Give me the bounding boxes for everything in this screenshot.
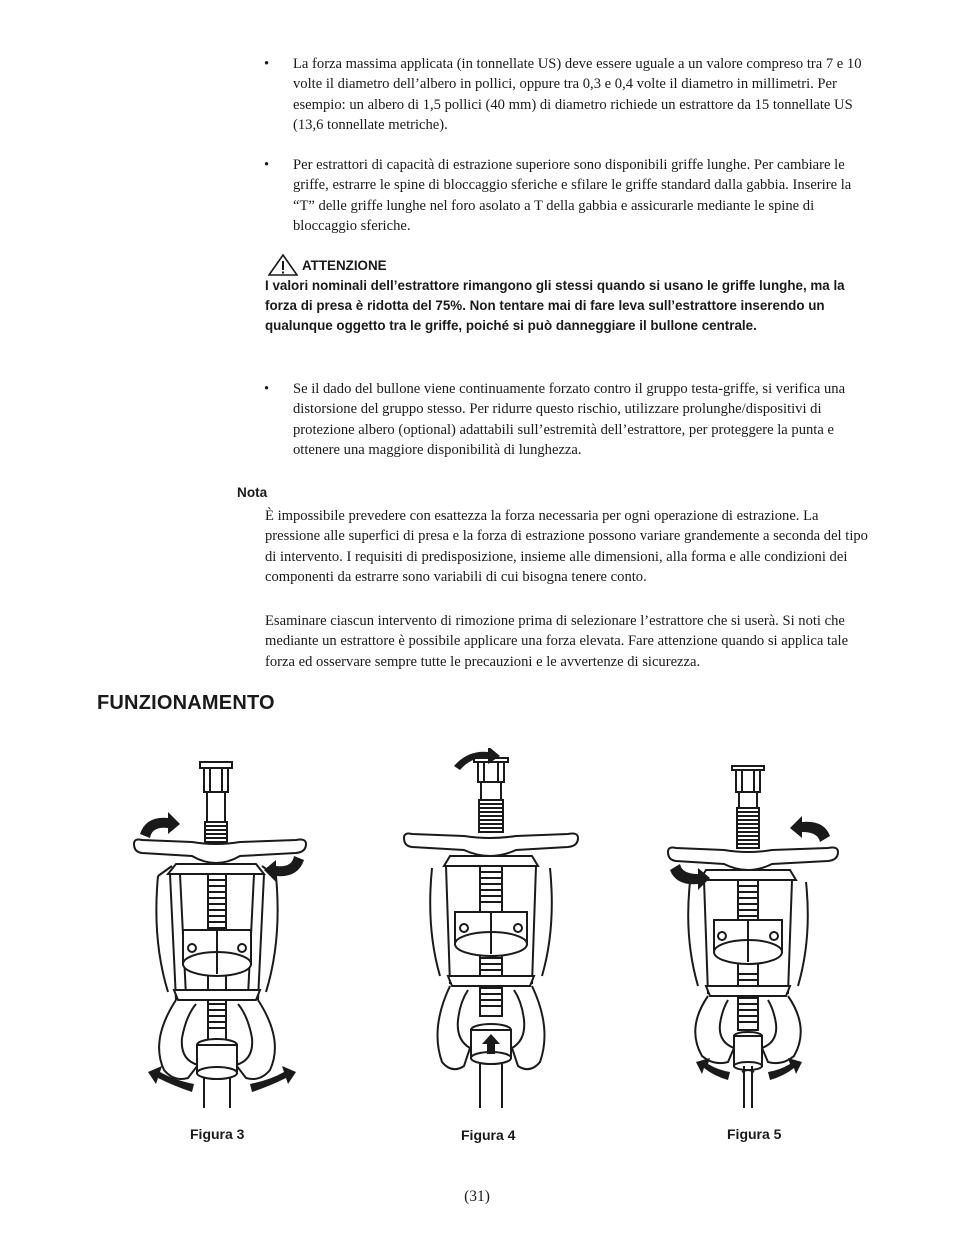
bullet-item	[264, 379, 876, 461]
bullet-text: La forza massima applicata (in tonnellate US) deve essere uguale a un valore compreso tra 7 e 10 volte il diametro dell’albero in pollici, oppure tra 0,3 e 0,4 volte il diametro in millimetri. Per esempio: un albero di 1,5 pollici (40 mm) di diametro richiede un estrattore da 15 tonnellate US (13,6 tonnellate metriche).	[293, 56, 862, 134]
bullet-symbol: •	[264, 157, 270, 173]
warning-title: ATTENZIONE	[302, 258, 387, 273]
warning-text: I valori nominali dell’estrattore rimangono gli stessi quando si usano le griffe lunghe, ma la forza di presa è ridotta del 75%. Non tentare mai di fare leva sull’estrattore inserendo un qualunque oggetto tra le griffe, poiché si può danneggiare il bullone centrale.	[265, 278, 845, 333]
bullet-symbol: •	[264, 381, 270, 397]
bullet-symbol: •	[264, 56, 270, 72]
bullet-text: Per estrattori di capacità di estrazione superiore sono disponibili griffe lunghe. Per cambiare le griffe, estrarre le spine di bloccaggio sferiche e sfilare le griffe standard dalla gabbia. Inserire la “T” delle griffe lunghe nel foro asolato a T della gabbia e assicurarle mediante le spine di bloccaggio sferiche.	[293, 157, 852, 235]
warning-block	[265, 254, 877, 336]
gear-puller-icon	[662, 762, 847, 1112]
gear-puller-icon	[398, 748, 583, 1110]
bullet-text: Se il dado del bullone viene continuamente forzato contro il gruppo testa-griffe, si verifica una distorsione del gruppo stesso. Per ridurre questo rischio, utilizzare prolunghe/dispositivi di protezione albero (optional) adattabili sull’estremità dell’estrattore, per proteggere la punta e ottenere una maggiore disponibilità di lunghezza.	[293, 381, 846, 459]
figure-caption: Figura 3	[190, 1126, 245, 1142]
bullet-item	[264, 54, 876, 136]
section-heading: FUNZIONAMENTO	[97, 692, 275, 714]
gear-puller-icon	[128, 760, 313, 1110]
figure-caption: Figura 5	[727, 1126, 782, 1142]
nota-paragraph: È impossibile prevedere con esattezza la forza necessaria per ogni operazione di estrazione. La pressione alle superfici di presa e la forza di estrazione possono variare grandemente a seconda del tipo di intervento. I requisiti di predisposizione, insieme alle dimensioni, alla forma e alle condizioni dei componenti da estrarre sono variabili di cui bisogna tenere conto.	[265, 508, 868, 586]
bullet-item	[264, 155, 876, 237]
warning-triangle-icon	[268, 254, 298, 276]
figure-caption: Figura 4	[461, 1127, 516, 1143]
nota-paragraph: Esaminare ciascun intervento di rimozione prima di selezionare l’estrattore che si userà. Si noti che mediante un estrattore è possibile applicare una forza elevata. Fare attenzione quando si applica tale forza ed osservare sempre tutte le precauzioni e le avvertenze di sicurezza.	[265, 613, 849, 670]
nota-title: Nota	[237, 485, 268, 500]
page-number: (31)	[464, 1188, 490, 1205]
